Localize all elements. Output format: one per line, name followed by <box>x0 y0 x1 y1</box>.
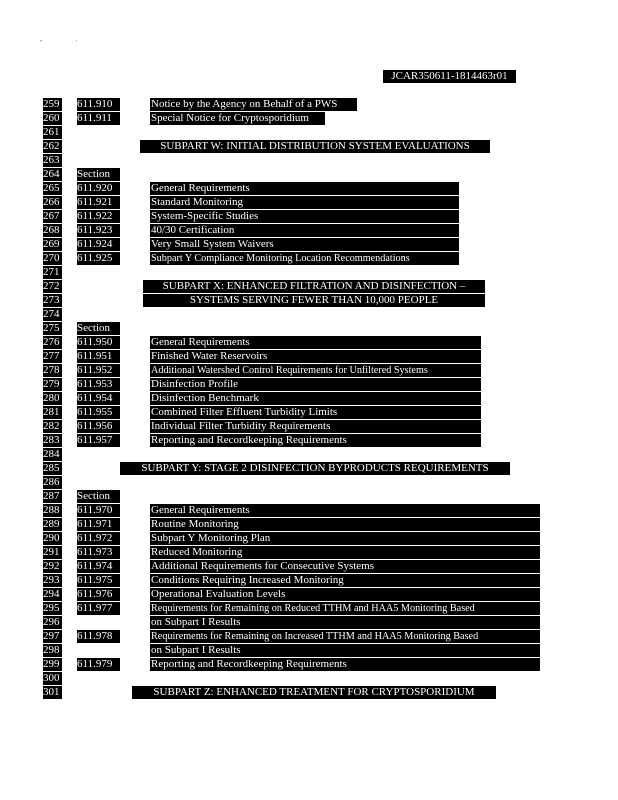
section-title: Notice by the Agency on Behalf of a PWS <box>150 98 357 111</box>
subpart-heading: SUBPART Z: ENHANCED TREATMENT FOR CRYPTOSPORIDIUM <box>132 686 496 699</box>
section-title-continued: on Subpart I Results <box>150 616 540 629</box>
section-title: Combined Filter Effluent Turbidity Limits <box>150 406 481 419</box>
section-title: 40/30 Certification <box>150 224 459 237</box>
section-number: 611.970 <box>77 504 120 517</box>
section-number: 611.973 <box>77 546 120 559</box>
line-number: 259 <box>43 98 62 111</box>
line-number: 269 <box>43 238 62 251</box>
line-number: 297 <box>43 630 62 643</box>
section-number: 611.910 <box>77 98 120 111</box>
section-title: Special Notice for Cryptosporidium <box>150 112 325 125</box>
scan-mark: ' <box>76 40 78 46</box>
section-number: 611.957 <box>77 434 120 447</box>
line-number: 292 <box>43 560 62 573</box>
section-title: Routine Monitoring <box>150 518 540 531</box>
line-number: 263 <box>43 154 62 167</box>
section-number: 611.978 <box>77 630 120 643</box>
line-number: 268 <box>43 224 62 237</box>
line-number: 289 <box>43 518 62 531</box>
line-number: 290 <box>43 532 62 545</box>
section-number: 611.972 <box>77 532 120 545</box>
line-number: 299 <box>43 658 62 671</box>
section-column-label: Section <box>77 490 120 503</box>
section-number: 611.924 <box>77 238 120 251</box>
subpart-heading: SUBPART X: ENHANCED FILTRATION AND DISINFECTION – <box>143 280 485 293</box>
section-title: Finished Water Reservoirs <box>150 350 481 363</box>
section-number: 611.974 <box>77 560 120 573</box>
section-title: Standard Monitoring <box>150 196 459 209</box>
line-number: 294 <box>43 588 62 601</box>
line-number: 282 <box>43 420 62 433</box>
line-number: 272 <box>43 280 62 293</box>
line-number: 271 <box>43 266 62 279</box>
line-number: 278 <box>43 364 62 377</box>
line-number: 288 <box>43 504 62 517</box>
section-title: Operational Evaluation Levels <box>150 588 540 601</box>
line-number: 298 <box>43 644 62 657</box>
section-column-label: Section <box>77 322 120 335</box>
line-number: 276 <box>43 336 62 349</box>
line-number: 275 <box>43 322 62 335</box>
section-number: 611.975 <box>77 574 120 587</box>
section-number: 611.925 <box>77 252 120 265</box>
line-number: 291 <box>43 546 62 559</box>
section-number: 611.950 <box>77 336 120 349</box>
line-number: 287 <box>43 490 62 503</box>
line-number: 293 <box>43 574 62 587</box>
line-number: 262 <box>43 140 62 153</box>
section-number: 611.979 <box>77 658 120 671</box>
line-number: 296 <box>43 616 62 629</box>
line-number: 284 <box>43 448 62 461</box>
section-title: Individual Filter Turbidity Requirements <box>150 420 481 433</box>
section-title-continued: on Subpart I Results <box>150 644 540 657</box>
section-title: Subpart Y Compliance Monitoring Location Recommendations <box>150 252 459 265</box>
line-number: 261 <box>43 126 62 139</box>
line-number: 265 <box>43 182 62 195</box>
line-number: 279 <box>43 378 62 391</box>
line-number: 264 <box>43 168 62 181</box>
section-number: 611.971 <box>77 518 120 531</box>
line-number: 274 <box>43 308 62 321</box>
section-title: System-Specific Studies <box>150 210 459 223</box>
subpart-heading: SUBPART Y: STAGE 2 DISINFECTION BYPRODUCTS REQUIREMENTS <box>120 462 510 475</box>
section-number: 611.953 <box>77 378 120 391</box>
section-title: Requirements for Remaining on Increased TTHM and HAA5 Monitoring Based <box>150 630 540 643</box>
section-title: Reporting and Recordkeeping Requirements <box>150 434 481 447</box>
section-title: Requirements for Remaining on Reduced TTHM and HAA5 Monitoring Based <box>150 602 540 615</box>
section-number: 611.923 <box>77 224 120 237</box>
line-number: 301 <box>43 686 62 699</box>
section-title: Additional Watershed Control Requirements for Unfiltered Systems <box>150 364 481 377</box>
section-title: General Requirements <box>150 504 540 517</box>
section-number: 611.977 <box>77 602 120 615</box>
section-title: Conditions Requiring Increased Monitoring <box>150 574 540 587</box>
line-number: 273 <box>43 294 62 307</box>
document-id: JCAR350611-1814463r01 <box>383 70 516 83</box>
scan-mark: " <box>40 40 43 46</box>
section-number: 611.976 <box>77 588 120 601</box>
section-title: Reporting and Recordkeeping Requirements <box>150 658 540 671</box>
section-number: 611.921 <box>77 196 120 209</box>
line-number: 281 <box>43 406 62 419</box>
section-number: 611.956 <box>77 420 120 433</box>
subpart-heading: SYSTEMS SERVING FEWER THAN 10,000 PEOPLE <box>143 294 485 307</box>
section-number: 611.954 <box>77 392 120 405</box>
line-number: 260 <box>43 112 62 125</box>
section-title: Very Small System Waivers <box>150 238 459 251</box>
section-number: 611.920 <box>77 182 120 195</box>
section-title: General Requirements <box>150 182 459 195</box>
line-number: 285 <box>43 462 62 475</box>
section-title: Reduced Monitoring <box>150 546 540 559</box>
section-number: 611.951 <box>77 350 120 363</box>
line-number: 295 <box>43 602 62 615</box>
line-number: 266 <box>43 196 62 209</box>
section-title: General Requirements <box>150 336 481 349</box>
section-number: 611.911 <box>77 112 120 125</box>
section-title: Disinfection Benchmark <box>150 392 481 405</box>
section-number: 611.922 <box>77 210 120 223</box>
section-number: 611.952 <box>77 364 120 377</box>
line-number: 283 <box>43 434 62 447</box>
line-number: 270 <box>43 252 62 265</box>
line-number: 300 <box>43 672 62 685</box>
line-number: 277 <box>43 350 62 363</box>
section-number: 611.955 <box>77 406 120 419</box>
line-number: 286 <box>43 476 62 489</box>
section-column-label: Section <box>77 168 120 181</box>
subpart-heading: SUBPART W: INITIAL DISTRIBUTION SYSTEM EVALUATIONS <box>140 140 490 153</box>
line-number: 267 <box>43 210 62 223</box>
section-title: Additional Requirements for Consecutive Systems <box>150 560 540 573</box>
section-title: Disinfection Profile <box>150 378 481 391</box>
line-number: 280 <box>43 392 62 405</box>
section-title: Subpart Y Monitoring Plan <box>150 532 540 545</box>
